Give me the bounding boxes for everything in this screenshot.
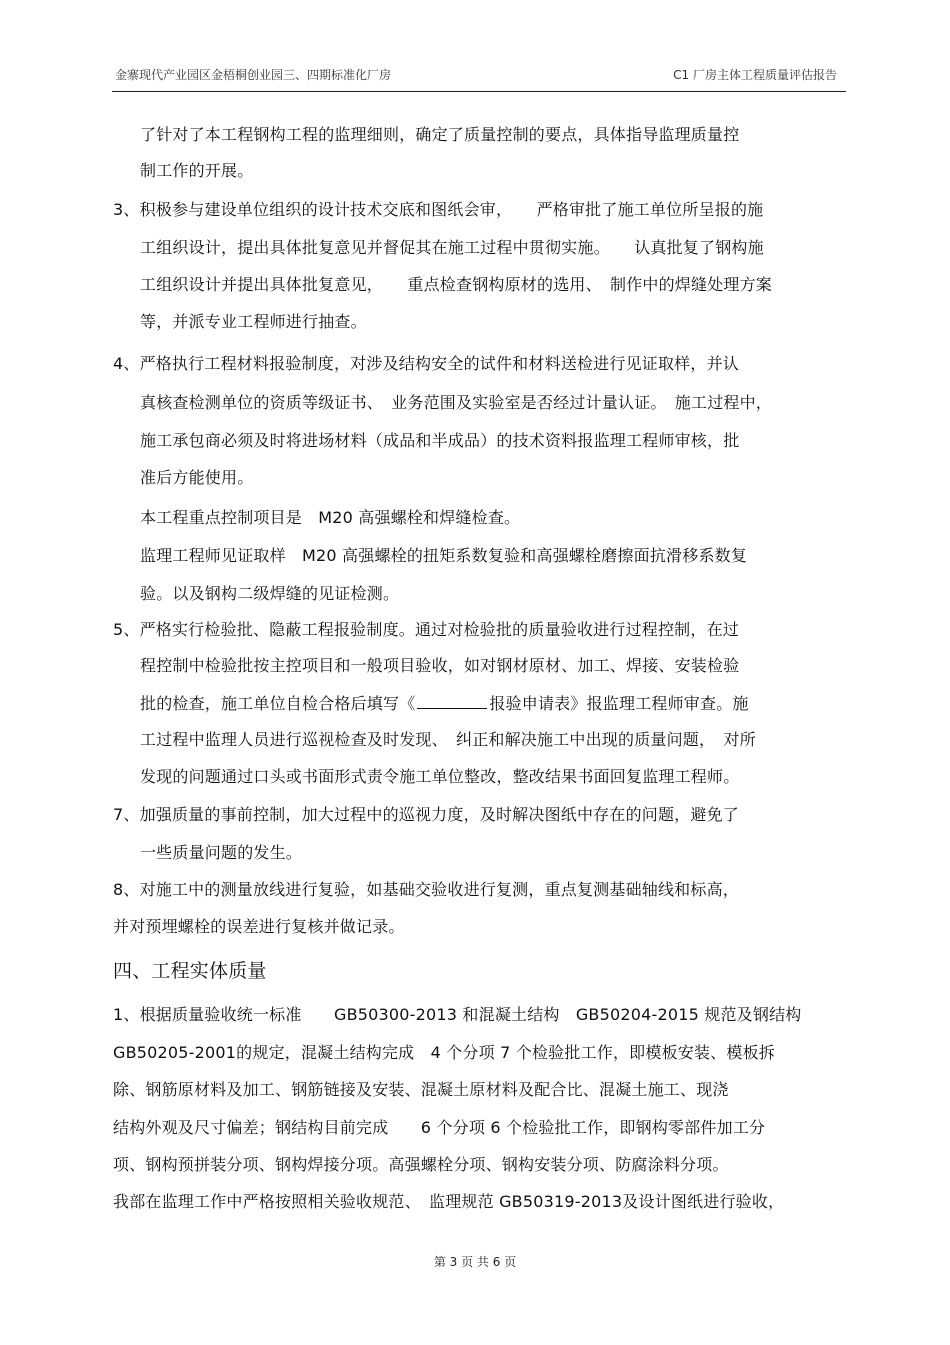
header-project-name: 金寨现代产业园区金梧桐创业园三、四期标准化厂房 xyxy=(115,68,392,82)
body-line: 程控制中检验批按主控项目和一般项目验收，如对钢材原材、加工、焊接、安装检验 xyxy=(140,656,740,675)
body-line: 制工作的开展。 xyxy=(140,161,254,180)
header-report-title: C1 厂房主体工程质量评估报告 xyxy=(673,68,837,82)
body-line xyxy=(140,693,749,714)
body-line: 真核查检测单位的资质等级证书、 业务范围及实验室是否经过计量认证。 施工过程中， xyxy=(140,393,773,412)
body-line: 验。以及钢构二级焊缝的见证检测。 xyxy=(140,584,400,603)
list-item-8: 8、对施工中的测量放线进行复验，如基础交验收进行复测，重点复测基础轴线和标高， xyxy=(113,880,739,899)
body-line: 监理工程师见证取样 M20 高强螺栓的扭矩系数复验和高强螺栓磨擦面抗滑移系数复 xyxy=(140,546,748,565)
page-number: 第 3 页 共 6 页 xyxy=(433,1255,517,1269)
body-line: 准后方能使用。 xyxy=(140,468,254,487)
body-line: 施工承包商必须及时将进场材料（成品和半成品）的技术资料报监理工程师审核，批 xyxy=(140,431,740,450)
body-line: 工组织设计，提出具体批复意见并督促其在施工过程中贯彻实施。 认真批复了钢构施 xyxy=(140,238,764,257)
body-line: 发现的问题通过口头或书面形式责令施工单位整改，整改结果书面回复监理工程师。 xyxy=(140,767,740,786)
body-line: 除、钢筋原材料及加工、钢筋链接及安装、混凝土原材料及配合比、混凝土施工、现浇 xyxy=(113,1080,729,1099)
body-line: 一些质量问题的发生。 xyxy=(140,843,303,862)
body-line: 并对预埋螺栓的误差进行复核并做记录。 xyxy=(113,917,405,936)
list-item-7: 7、加强质量的事前控制，加大过程中的巡视力度，及时解决图纸中存在的问题，避免了 xyxy=(113,805,739,824)
body-line: 等，并派专业工程师进行抽查。 xyxy=(140,312,367,331)
list-item-1: 1、根据质量验收统一标准 GB50300-2013 和混凝土结构 GB50204-2015 规范及钢结构 xyxy=(113,1005,802,1024)
list-item-5: 5、严格实行检验批、隐蔽工程报验制度。通过对检验批的质量验收进行过程控制，在过 xyxy=(113,620,739,639)
body-line: 了针对了本工程钢构工程的监理细则，确定了质量控制的要点，具体指导监理质量控 xyxy=(140,125,740,144)
body-line: 结构外观及尺寸偏差；钢结构目前完成 6 个分项 6 个检验批工作，即钢构零部件加工分 xyxy=(113,1118,766,1137)
form-name-blank xyxy=(417,693,487,709)
body-line: GB50205-2001的规定，混凝土结构完成 4 个分项 7 个检验批工作，即模板安装、模板拆 xyxy=(113,1043,775,1062)
body-line: 工组织设计并提出具体批复意见， 重点检查钢构原材的选用、 制作中的焊缝处理方案 xyxy=(140,275,773,294)
list-item-3: 3、积极参与建设单位组织的设计技术交底和图纸会审， 严格审批了施工单位所呈报的施 xyxy=(113,200,764,219)
list-item-4: 4、严格执行工程材料报验制度，对涉及结构安全的试件和材料送检进行见证取样，并认 xyxy=(113,354,739,373)
body-line-part: 批的检查，施工单位自检合格后填写《 xyxy=(140,694,416,713)
body-line: 工过程中监理人员进行巡视检查及时发现、 纠正和解决施工中出现的质量问题， 对所 xyxy=(140,730,756,749)
header-rule xyxy=(112,91,846,92)
section-heading: 四、工程实体质量 xyxy=(113,960,267,982)
body-line: 我部在监理工作中严格按照相关验收规范、 监理规范 GB50319-2013及设计图纸进行验收， xyxy=(113,1192,785,1211)
body-line-part: 报验申请表》报监理工程师审查。施 xyxy=(489,694,749,713)
body-line: 项、钢构预拼装分项、钢构焊接分项。高强螺栓分项、钢构安装分项、防腐涂料分项。 xyxy=(113,1155,729,1174)
body-line: 本工程重点控制项目是 M20 高强螺栓和焊缝检查。 xyxy=(140,508,521,527)
